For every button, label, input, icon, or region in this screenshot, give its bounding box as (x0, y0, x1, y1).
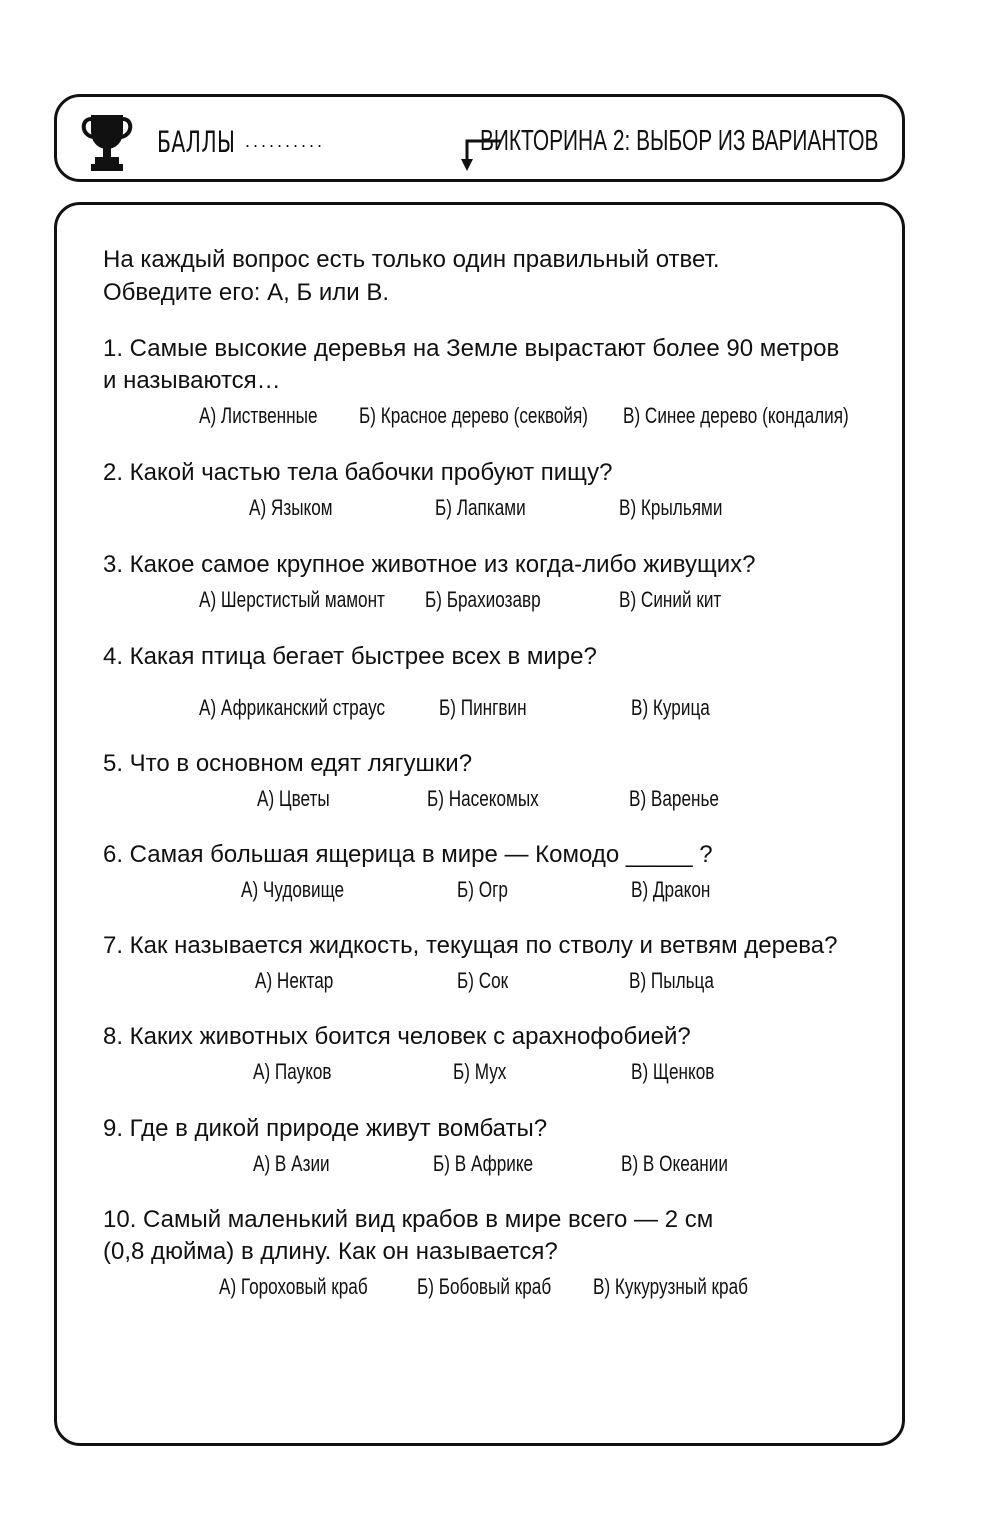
question-6 (103, 839, 883, 909)
question-8 (103, 1021, 883, 1091)
answer-b[interactable]: Б) Огр (457, 877, 508, 902)
question-9 (103, 1113, 883, 1183)
header-box (54, 94, 905, 182)
question-text-continued: и называются… (103, 367, 281, 394)
question-5 (103, 748, 883, 818)
answer-options (103, 786, 883, 818)
question-text: 3. Какое самое крупное животное из когда-либо живущих? (103, 551, 756, 578)
answer-a[interactable]: А) Нектар (255, 968, 334, 993)
answer-c[interactable]: В) Кукурузный краб (593, 1274, 748, 1299)
answer-c[interactable]: В) В Океании (621, 1151, 728, 1176)
question-text: 9. Где в дикой природе живут вомбаты? (103, 1115, 548, 1142)
answer-c[interactable]: В) Щенков (631, 1059, 715, 1084)
answer-b[interactable]: Б) Лапками (435, 495, 526, 520)
answer-c[interactable]: В) Синий кит (619, 587, 722, 612)
answer-b[interactable]: Б) Пингвин (439, 695, 527, 720)
answer-c[interactable]: В) Крыльями (619, 495, 723, 520)
answer-options (103, 495, 883, 527)
question-text: 1. Самые высокие деревья на Земле вырастают более 90 метров (103, 335, 840, 362)
question-text: 7. Как называется жидкость, текущая по стволу и ветвям дерева? (103, 932, 838, 959)
answer-a[interactable]: А) Лиственные (199, 403, 318, 428)
answer-b[interactable]: Б) Насекомых (427, 786, 539, 811)
question-text: 8. Каких животных боится человек с арахнофобией? (103, 1023, 691, 1050)
question-3 (103, 549, 883, 619)
answer-a[interactable]: А) Цветы (257, 786, 330, 811)
instructions-line-1: На каждый вопрос есть только один правильный ответ. (103, 246, 720, 273)
question-10 (103, 1204, 883, 1306)
answer-c[interactable]: В) Пыльца (629, 968, 714, 993)
quiz-content-box (54, 202, 905, 1446)
answer-b[interactable]: Б) Брахиозавр (425, 587, 541, 612)
question-text: 2. Какой частью тела бабочки пробуют пищу? (103, 459, 613, 486)
answer-c[interactable]: В) Дракон (631, 877, 711, 902)
question-2 (103, 457, 883, 527)
answer-c[interactable]: В) Синее дерево (кондалия) (623, 403, 849, 428)
answer-b[interactable]: Б) Красное дерево (секвойя) (359, 403, 589, 428)
question-7 (103, 930, 883, 1000)
question-text: 4. Какая птица бегает быстрее всех в мире? (103, 643, 597, 670)
question-4 (103, 641, 883, 727)
answer-options (103, 1059, 883, 1091)
question-text-continued: (0,8 дюйма) в длину. Как он называется? (103, 1238, 558, 1265)
answer-options (103, 1151, 883, 1183)
score-label: БАЛЛЫ (157, 125, 236, 159)
instructions (103, 243, 863, 309)
answer-options (103, 968, 883, 1000)
answer-a[interactable]: А) Языком (249, 495, 333, 520)
answer-a[interactable]: А) Шерстистый мамонт (199, 587, 385, 612)
quiz-title: ВИКТОРИНА 2: ВЫБОР ИЗ ВАРИАНТОВ (479, 125, 878, 157)
answer-a[interactable]: А) Чудовище (241, 877, 345, 902)
answer-options (103, 695, 883, 727)
answer-options (103, 877, 883, 909)
answer-a[interactable]: А) Гороховый краб (219, 1274, 368, 1299)
question-text: 6. Самая большая ящерица в мире — Комодо _____ ? (103, 841, 713, 868)
question-text: 10. Самый маленький вид крабов в мире всего — 2 см (103, 1206, 714, 1233)
answer-b[interactable]: Б) Мух (453, 1059, 507, 1084)
instructions-line-2: Обведите его: А, Б или В. (103, 279, 390, 306)
answer-a[interactable]: А) В Азии (253, 1151, 330, 1176)
answer-options (103, 587, 883, 619)
question-text: 5. Что в основном едят лягушки? (103, 750, 473, 777)
answer-b[interactable]: Б) Бобовый краб (417, 1274, 552, 1299)
answer-c[interactable]: В) Курица (631, 695, 710, 720)
answer-c[interactable]: В) Варенье (629, 786, 719, 811)
answer-b[interactable]: Б) Сок (457, 968, 509, 993)
question-1 (103, 333, 883, 435)
score-field: .......... (245, 131, 326, 151)
trophy-icon (79, 111, 135, 173)
answer-b[interactable]: Б) В Африке (433, 1151, 534, 1176)
answer-options (103, 403, 883, 435)
answer-a[interactable]: А) Пауков (253, 1059, 332, 1084)
answer-a[interactable]: А) Африканский страус (199, 695, 386, 720)
answer-options (103, 1274, 883, 1306)
